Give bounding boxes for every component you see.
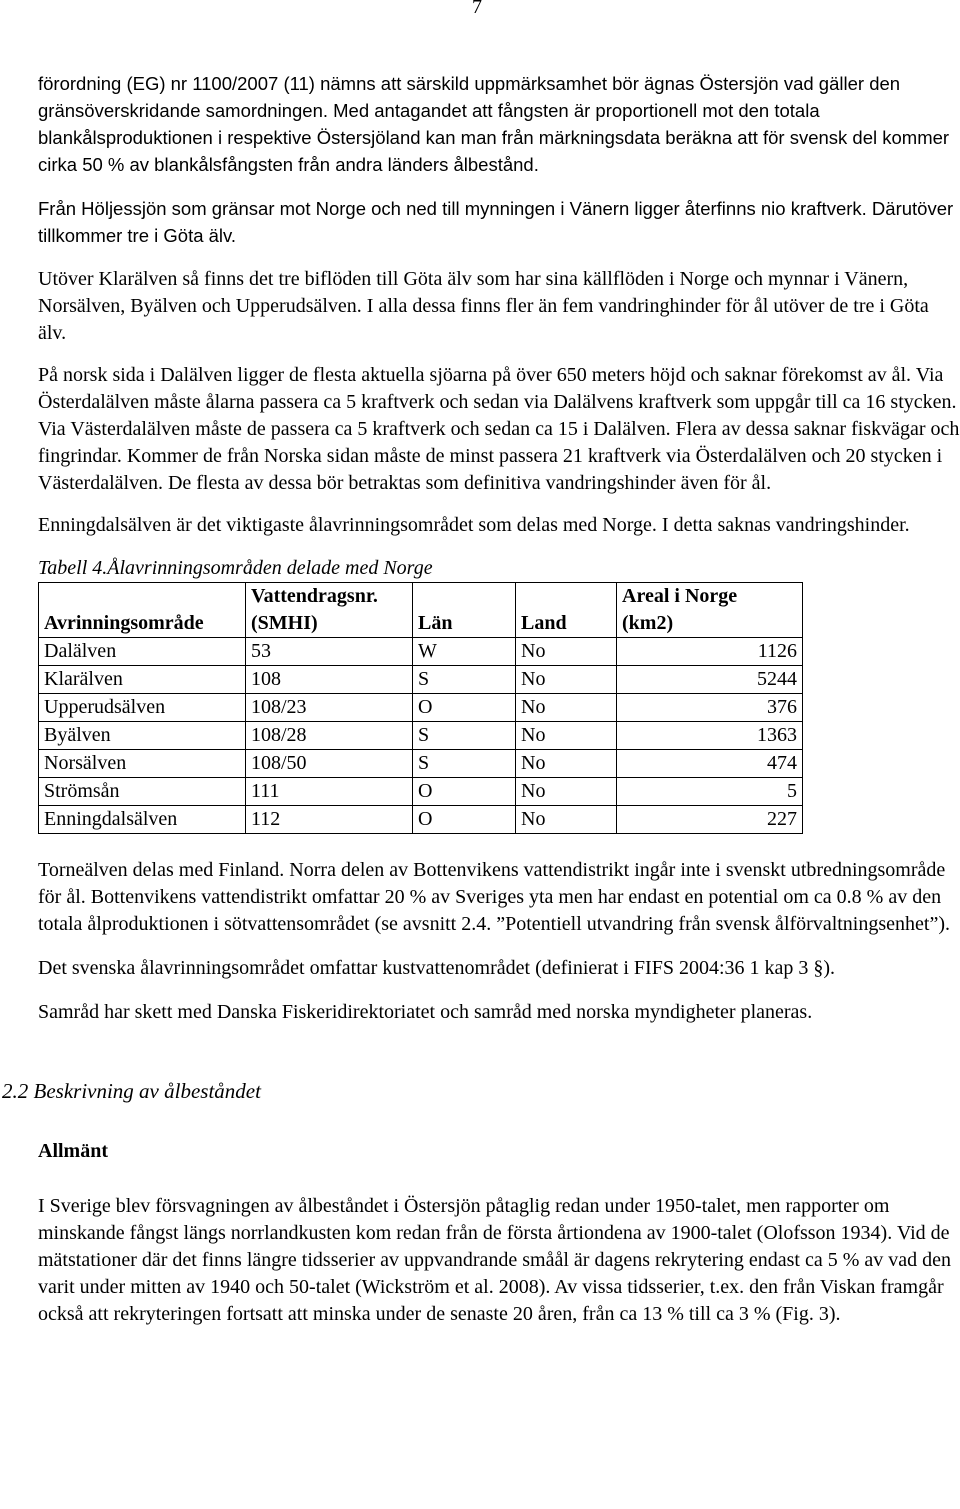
paragraph-klaralven-tributaries: Utöver Klarälven så finns det tre biflöden till Göta älv som har sina källflöden i Norge och mynnar i Vänern, Norsälven, Byälven och Upperudsälven. I alla dessa finns fler än fem vandringhinder för ål utöver de tre i Göta älv. [38,268,929,344]
cell-country: No [516,666,617,694]
paragraph-coastal-area: Det svenska ålavrinningsområdet omfattar kustvattenområdet (definierat i FIFS 2004:36 1 kap 3 §). [38,957,836,979]
cell-county: W [413,638,516,666]
cell-km2: 1126 [617,638,803,666]
table-row [39,638,803,666]
paragraph-enningdalsalven: Enningdalsälven är det viktigaste ålavrinningsområdet som delas med Norge. I detta saknas vandringshinder. [38,514,910,536]
header-norway-area [617,583,803,638]
cell-county: O [413,694,516,722]
cell-county: O [413,806,516,834]
table-row [39,666,803,694]
table-row [39,694,803,722]
page-number: 7 [472,0,482,18]
cell-county: O [413,778,516,806]
table-row [39,778,803,806]
header-area: Avrinningsområde [39,583,246,638]
cell-km2: 1363 [617,722,803,750]
cell-area: Enningdalsälven [39,806,246,834]
table-row [39,806,803,834]
paragraph-dalalven: På norsk sida i Dalälven ligger de flesta aktuella sjöarna på över 650 meters höjd och saknar förekomst av ål. Via Österdalälven måste ålarna passera ca 5 kraftverk och sedan via Dalälvens kraftverk som uppgår till ca 16 stycken. Via Västerdalälven måste de passera ca 5 kraftverk och sedan ca 15 i Dalälven. Flera av dessa saknar fiskvägar och fingrindar. Kommer de från Norska sidan måste de minst passera 21 kraftverk via Österdalälven och 20 stycken i Västerdalälven. De flesta av dessa bör betraktas som definitiva vandringshinder även för ål. [38,364,960,494]
paragraph-holjessjon: Från Höljessjön som gränsar mot Norge och ned till mynningen i Vänern ligger återfinns nio kraftverk. Därutöver tillkommer tre i Göta älv. [38,198,954,246]
cell-area: Strömsån [39,778,246,806]
cell-code: 112 [246,806,413,834]
header-code [246,583,413,638]
cell-code: 53 [246,638,413,666]
cell-code: 111 [246,778,413,806]
cell-country: No [516,694,617,722]
cell-county: S [413,722,516,750]
cell-code: 108/28 [246,722,413,750]
cell-area: Dalälven [39,638,246,666]
cell-county: S [413,666,516,694]
cell-km2: 5244 [617,666,803,694]
table-row [39,722,803,750]
table-caption: Tabell 4.Ålavrinningsområden delade med Norge [38,557,433,579]
cell-area: Upperudsälven [39,694,246,722]
cell-country: No [516,638,617,666]
cell-county: S [413,750,516,778]
paragraph-stock-decline: I Sverige blev försvagningen av ålbeståndet i Östersjön påtaglig redan under 1950-talet, men rapporter om minskande fångst längs norrlandkusten kom redan från de första årtiondena av 1900-talet (Olofsson 1934). Vid de mätstationer där det finns längre tidsserier av uppvandrande småål är dagens rekrytering endast ca 5 % av vad den varit under mitten av 1940 och 50-talet (Wickström et al. 2008). Av vissa tidsserier, t.ex. den från Viskan framgår också att rekryteringen fortsatt att minska under de senaste 20 åren, från ca 13 % till ca 3 % (Fig. 3). [38,1195,951,1325]
cell-code: 108 [246,666,413,694]
header-norway-area-line2: (km2) [622,612,674,634]
paragraph-eu-regulation: förordning (EG) nr 1100/2007 (11) nämns att särskild uppmärksamhet bör ägnas Östersjön vad gäller den gränsöverskridande samordningen. Med antagandet att fångsten är proportionell mot den totala blankålsproduktionen i respektive Östersjöland kan man från märkningsdata beräkna att för svensk del kommer cirka 50 % av blankålsfångsten från andra länders ålbestånd. [38,73,950,175]
subsection-heading: Allmänt [38,1140,108,1162]
cell-code: 108/23 [246,694,413,722]
header-county: Län [413,583,516,638]
table-header-row [39,583,803,638]
header-country: Land [516,583,617,638]
header-norway-area-line1: Areal i Norge [622,585,738,607]
cell-area: Norsälven [39,750,246,778]
cell-km2: 474 [617,750,803,778]
document-body [2,70,960,1328]
cell-km2: 5 [617,778,803,806]
cell-area: Klarälven [39,666,246,694]
cell-country: No [516,722,617,750]
cell-country: No [516,778,617,806]
section-heading: 2.2 Beskrivning av ålbeståndet [2,1079,261,1103]
header-code-line2: (SMHI) [251,612,318,634]
paragraph-tornealven: Torneälven delas med Finland. Norra delen av Bottenvikens vattendistrikt ingår inte i svenskt utbredningsområde för ål. Bottenvikens vattendistrikt omfattar 20 % av Sveriges yta men har endast en potential om ca 0.8 % av den totala ålproduktionen i sötvattensområdet (se avsnitt 2.4. ”Potentiell utvandring från svensk ålförvaltningsenhet”). [38,859,950,935]
cell-country: No [516,806,617,834]
cell-km2: 227 [617,806,803,834]
paragraph-consultation: Samråd har skett med Danska Fiskeridirektoriatet och samråd med norska myndigheter planeras. [38,1001,813,1023]
shared-basins-table [38,582,803,834]
header-code-line1: Vattendragsnr. [251,585,378,607]
cell-country: No [516,750,617,778]
cell-km2: 376 [617,694,803,722]
table-row [39,750,803,778]
cell-code: 108/50 [246,750,413,778]
cell-area: Byälven [39,722,246,750]
